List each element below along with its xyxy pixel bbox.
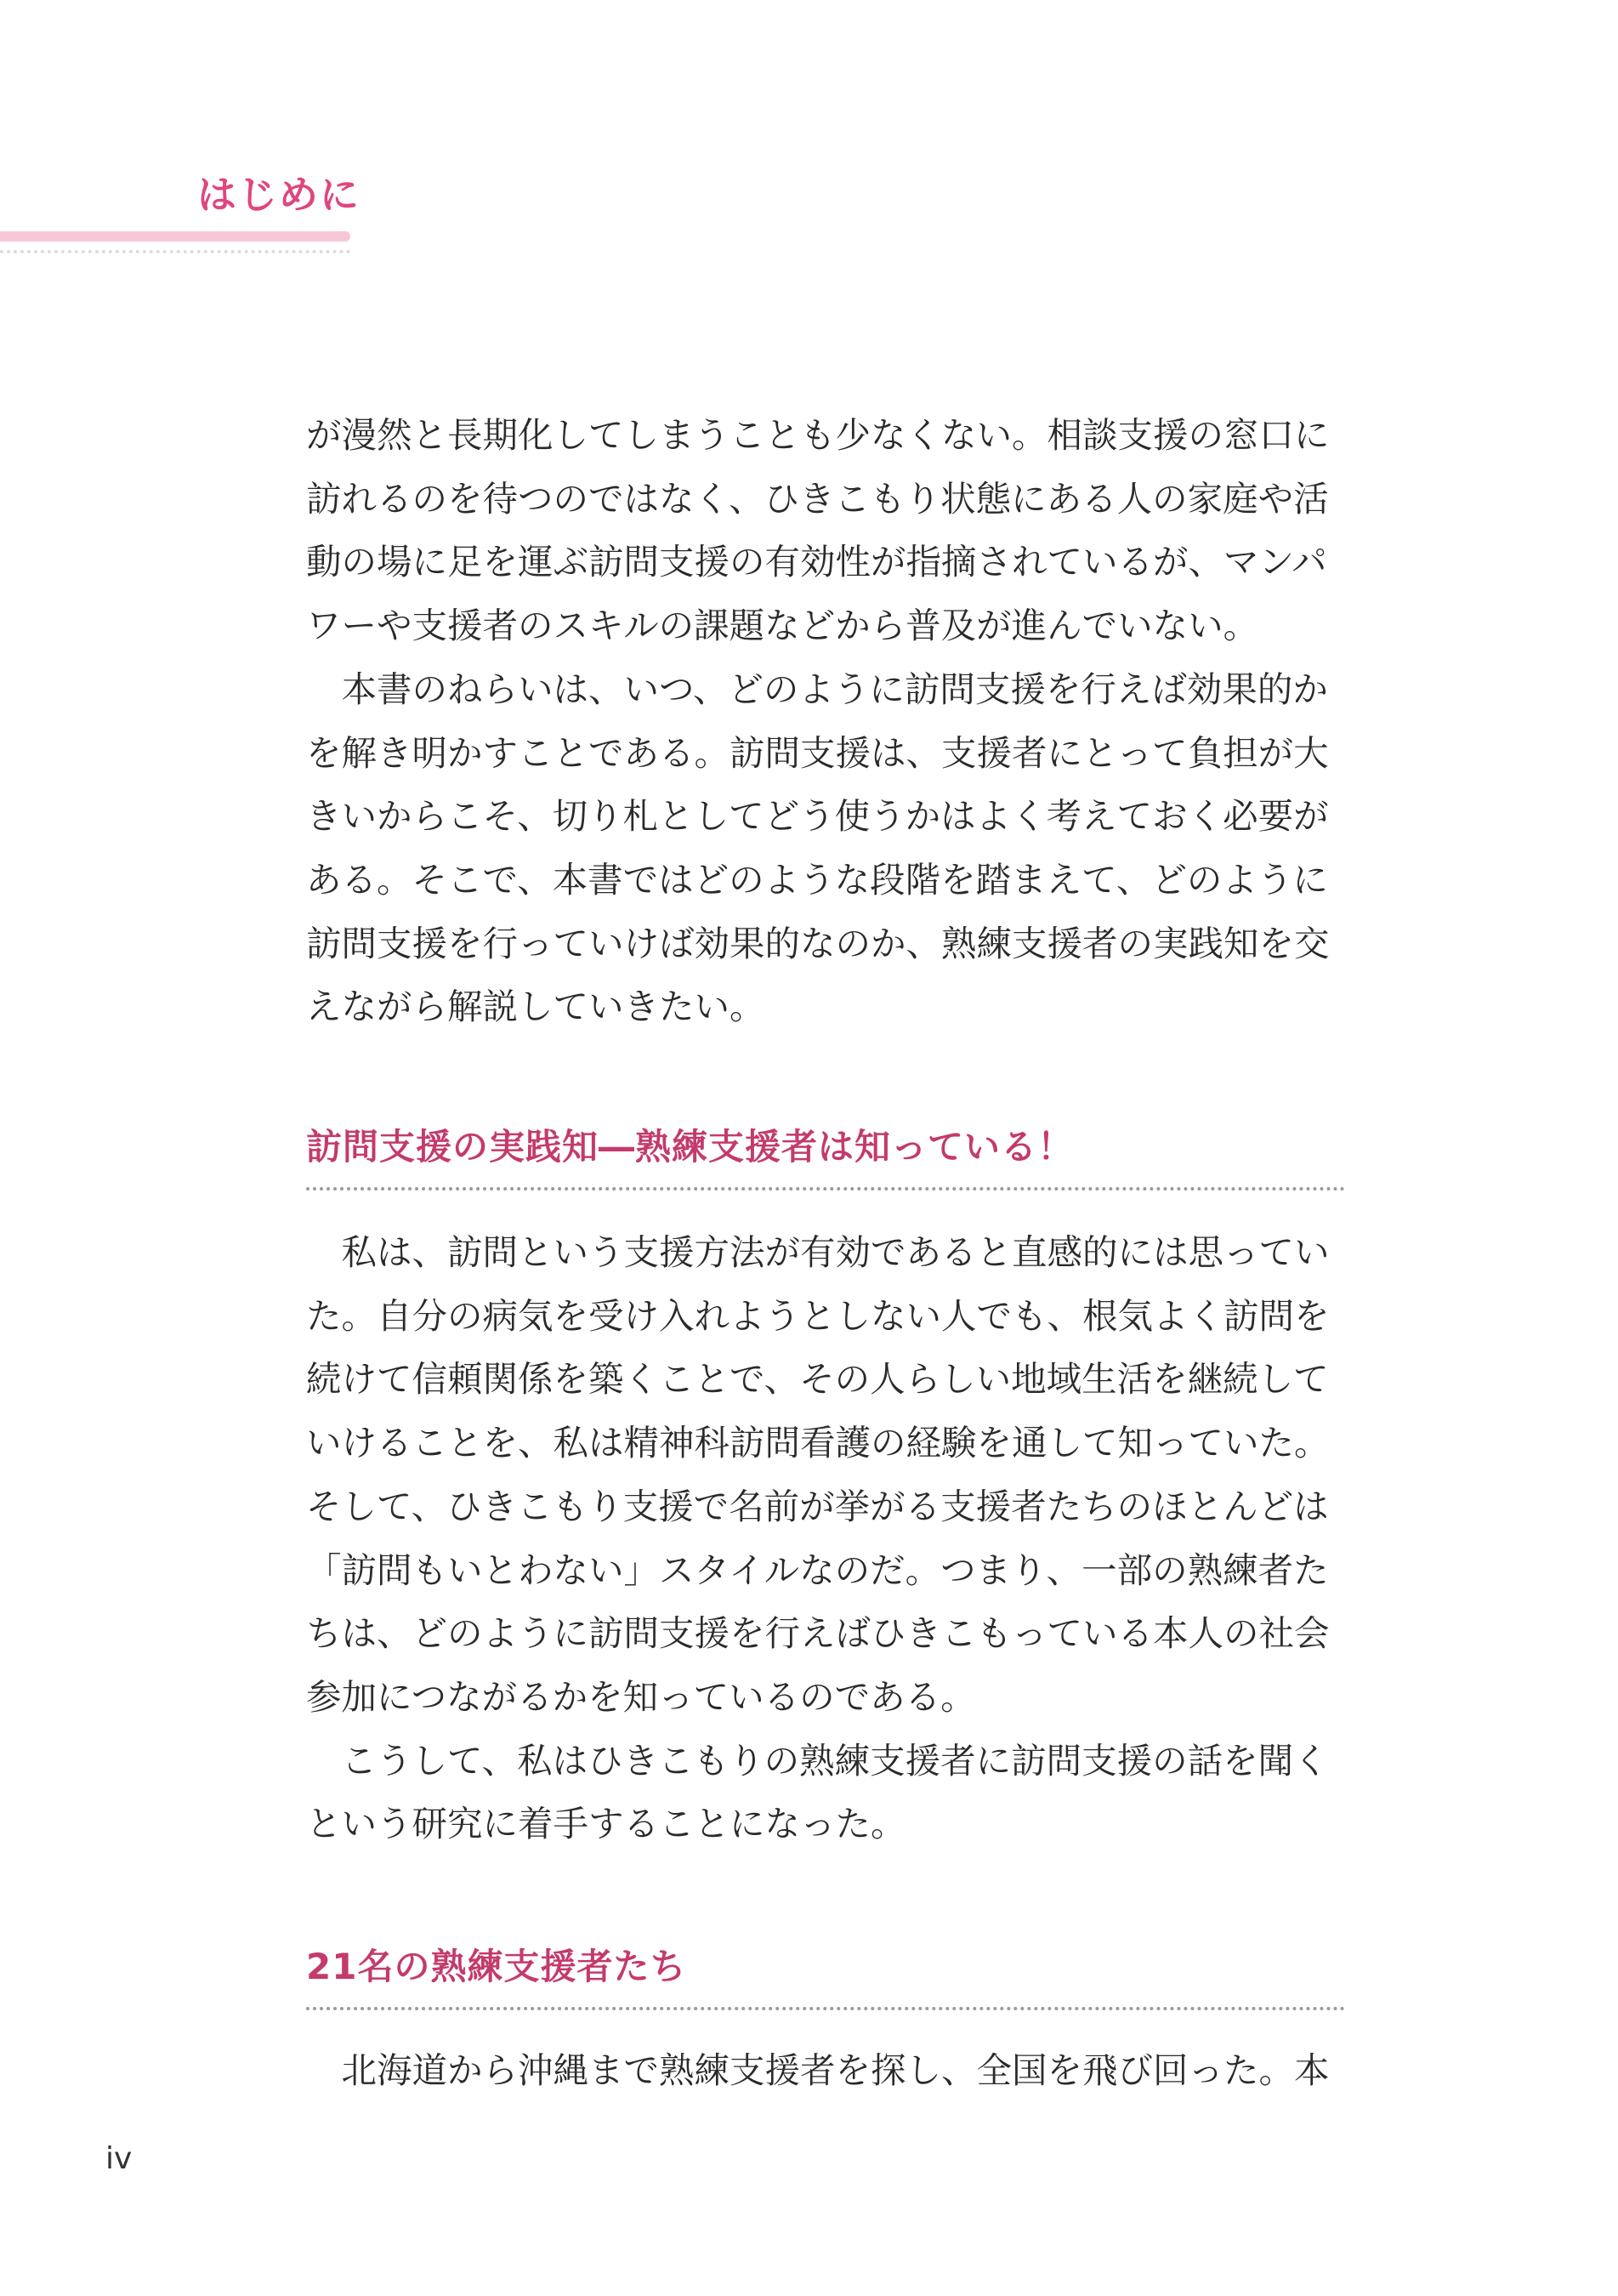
running-head-bar	[0, 231, 350, 242]
text-line: が漫然と長期化してしまうことも少なくない。相談支援の窓口に	[306, 414, 1330, 456]
section2-text	[306, 2039, 1343, 2103]
intro-paragraphs	[306, 404, 1343, 1039]
running-head-dotted-rule	[0, 250, 350, 253]
running-head: はじめに	[197, 172, 361, 218]
text-line: 私は、訪問という支援方法が有効であると直感的には思ってい	[306, 1231, 1330, 1273]
text-line: 続けて信頼関係を築くことで、その人らしい地域生活を継続して	[306, 1358, 1329, 1401]
text-line: 訪れるのを待つのではなく、ひきこもり状態にある人の家庭や活	[306, 477, 1329, 520]
text-line: そして、ひきこもり支援で名前が挙がる支援者たちのほとんどは	[306, 1485, 1329, 1527]
page-number: iv	[105, 2141, 133, 2176]
text-line: 本書のねらいは、いつ、どのように訪問支援を行えば効果的か	[306, 668, 1328, 710]
section-heading-practical-knowledge: 訪問支援の実践知―熟練支援者は知っている！	[306, 1126, 1075, 1168]
text-line: を解き明かすことである。訪問支援は、支援者にとって負担が大	[306, 731, 1329, 774]
text-line: えながら解説していきたい。	[306, 986, 765, 1028]
section-dotted-rule	[306, 1187, 1345, 1191]
text-line: いけることを、私は精神科訪問看護の経験を通して知っていた。	[306, 1422, 1330, 1464]
text-line: ある。そこで、本書ではどのような段階を踏まえて、どのように	[306, 858, 1328, 901]
text-line: 北海道から沖縄まで熟練支援者を探し、全国を飛び回った。本	[306, 2049, 1330, 2091]
section1-paragraphs	[306, 1221, 1343, 1856]
text-line: という研究に着手することになった。	[306, 1803, 906, 1845]
section-heading-21-experts: 21名の熟練支援者たち	[306, 1946, 687, 1987]
section2-paragraphs	[306, 2039, 1343, 2103]
section1-text	[306, 1221, 1343, 1856]
text-line: 参加につながるかを知っているのである。	[306, 1675, 976, 1718]
text-line: 動の場に足を運ぶ訪問支援の有効性が指摘されているが、マンパ	[306, 541, 1327, 583]
section-dotted-rule	[306, 2007, 1345, 2010]
text-line: 訪問支援を行っていけば効果的なのか、熟練支援者の実践知を交	[306, 922, 1330, 964]
text-line: 「訪問もいとわない」スタイルなのだ。つまり、一部の熟練者た	[306, 1549, 1329, 1591]
text-line: ワーや支援者のスキルの課題などから普及が進んでいない。	[306, 605, 1259, 647]
text-line: ちは、どのように訪問支援を行えばひきこもっている本人の社会	[306, 1612, 1330, 1655]
text-line: きいからこそ、切り札としてどう使うかはよく考えておく必要が	[306, 795, 1329, 838]
text-line: た。自分の病気を受け入れようとしない人でも、根気よく訪問を	[306, 1294, 1330, 1337]
text-line: こうして、私はひきこもりの熟練支援者に訪問支援の話を聞く	[306, 1739, 1329, 1782]
intro-text	[306, 404, 1343, 1039]
